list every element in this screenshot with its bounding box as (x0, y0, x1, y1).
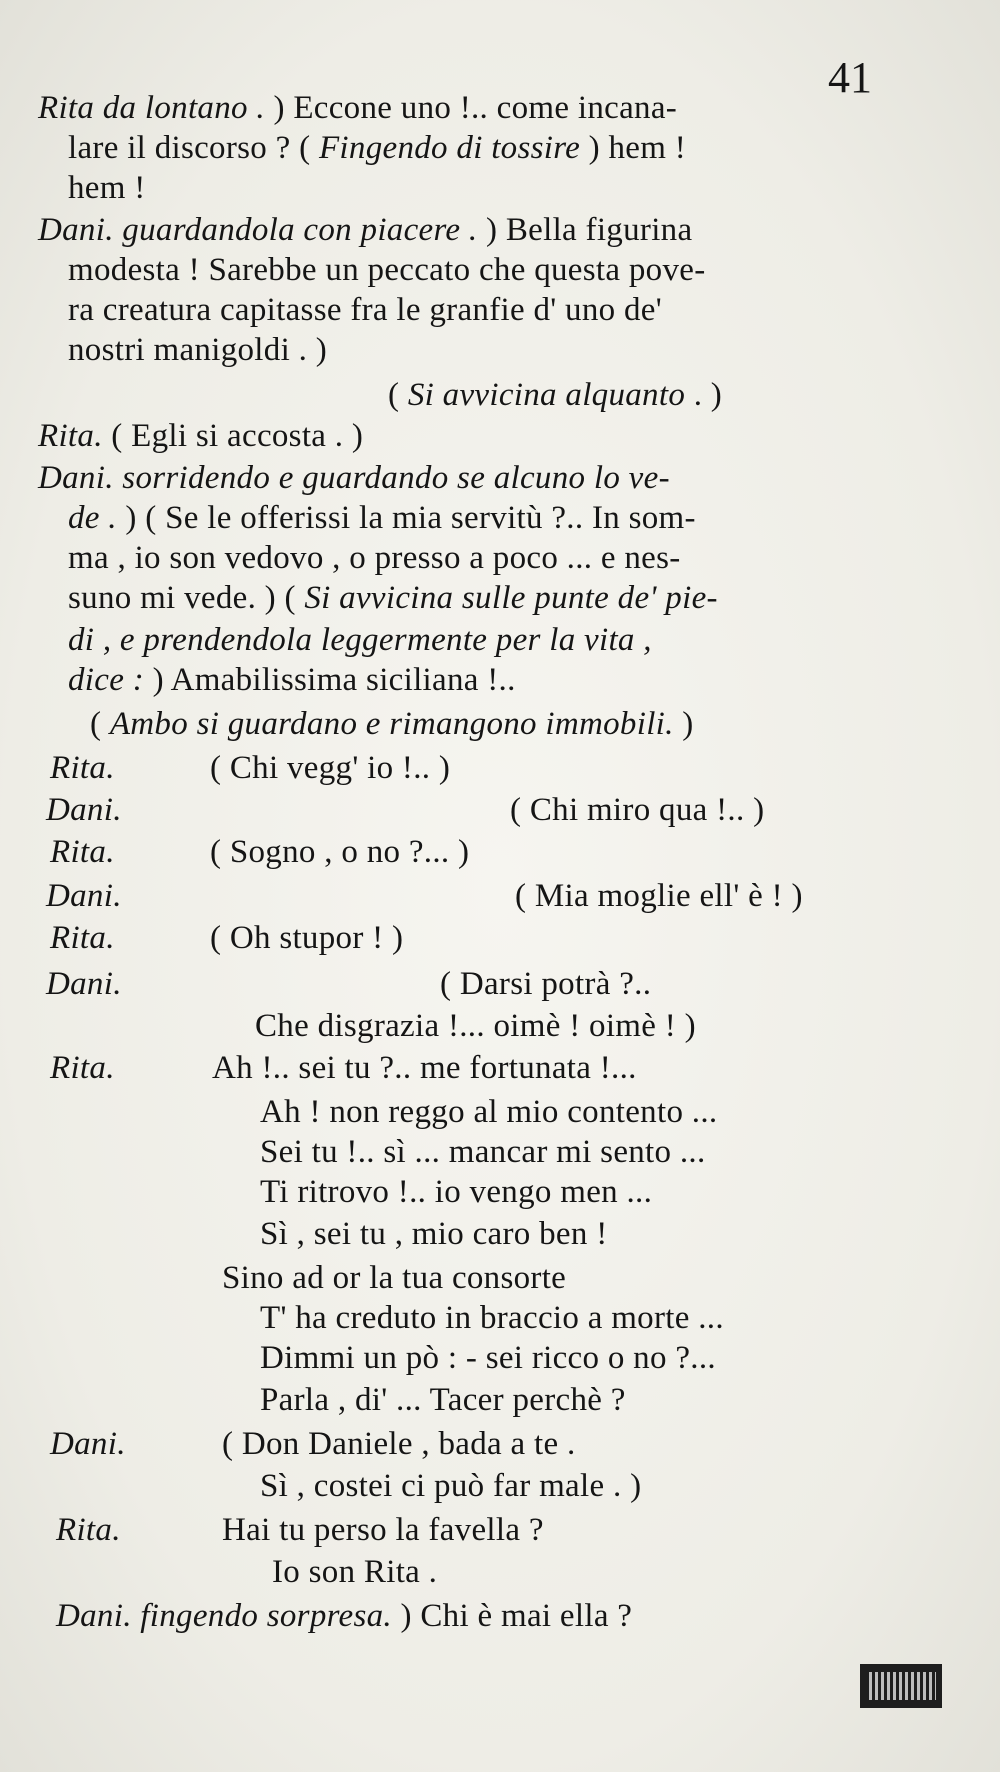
italic-text: Fingendo di tossire (318, 130, 581, 166)
text-line (260, 1466, 641, 1506)
text-line (260, 1380, 626, 1420)
text-line (210, 918, 403, 958)
italic-text: Dani. (46, 792, 122, 828)
italic-text: Rita. (50, 834, 115, 870)
italic-text: dice : (68, 662, 153, 698)
roman-text: T' ha creduto in braccio a morte ... (260, 1300, 724, 1336)
italic-text: de . (68, 500, 126, 536)
text-line (38, 458, 670, 498)
text-line (222, 1424, 576, 1464)
text-line (210, 832, 469, 872)
text-line (68, 578, 718, 618)
italic-text: Rita. (50, 750, 115, 786)
text-line (260, 1214, 608, 1254)
italic-text: Rita da lontano . (38, 90, 274, 126)
text-line (38, 416, 363, 456)
roman-text: ( Darsi potrà ?.. (440, 966, 652, 1002)
roman-text: Ah !.. sei tu ?.. me fortunata !... (212, 1050, 637, 1086)
italic-text: Dani. fingendo sorpresa. (56, 1598, 401, 1634)
text-line (388, 375, 722, 415)
roman-text: ( Chi miro qua !.. ) (510, 792, 765, 828)
italic-text: di , e prendendola leggermente per la vita , (68, 622, 652, 658)
text-line (212, 1048, 637, 1088)
roman-text: Hai tu perso la favella ? (222, 1512, 544, 1548)
text-line (255, 1006, 696, 1046)
italic-text: Ambo si guardano e rimangono immobili. (109, 706, 674, 742)
text-line (510, 790, 764, 830)
text-line (56, 1510, 121, 1550)
text-line (46, 876, 122, 916)
text-line (68, 330, 327, 370)
roman-text: Sì , sei tu , mio caro ben ! (260, 1216, 608, 1252)
roman-text: Parla , di' ... Tacer perchè ? (260, 1382, 626, 1418)
text-line (210, 748, 450, 788)
roman-text: Ti ritrovo !.. io vengo men ... (260, 1174, 653, 1210)
italic-text: Rita. (38, 418, 103, 454)
text-line (68, 290, 662, 330)
roman-text: ) Eccone uno !.. come incana- (273, 90, 678, 126)
text-line (222, 1510, 544, 1550)
italic-text: Dani. guardandola con piacere . (38, 212, 487, 248)
roman-text: ( (90, 706, 110, 742)
italic-text: Dani. sorridendo e guardando se alcuno lo ve- (38, 460, 670, 496)
text-line (50, 918, 115, 958)
roman-text: ) ( Se le offerissi la mia servitù ?.. In som- (125, 500, 696, 536)
roman-text: lare il discorso ? ( (68, 130, 319, 166)
roman-text: ) Amabilissima siciliana !.. (152, 662, 516, 698)
text-line (46, 790, 122, 830)
roman-text: modesta ! Sarebbe un peccato che questa pove- (68, 252, 706, 288)
italic-text: Dani. (46, 966, 122, 1002)
text-line (222, 1258, 566, 1298)
roman-text: ) Chi è mai ella ? (400, 1598, 633, 1634)
text-line (50, 1048, 115, 1088)
roman-text: Che disgrazia !... oimè ! oimè ! ) (255, 1008, 696, 1044)
text-line (56, 1596, 632, 1636)
text-line (260, 1298, 724, 1338)
italic-text: Rita. (50, 920, 115, 956)
text-line (515, 876, 803, 916)
italic-text: Rita. (50, 1050, 115, 1086)
text-line (68, 498, 696, 538)
roman-text: ma , io son vedovo , o presso a poco ... e nes- (68, 540, 681, 576)
roman-text: ( Oh stupor ! ) (210, 920, 404, 956)
text-line (68, 620, 652, 660)
italic-text: Si avvicina alquanto (407, 377, 686, 413)
roman-text: ( (388, 377, 408, 413)
text-line (260, 1132, 706, 1172)
roman-text: nostri manigoldi . ) (68, 332, 327, 368)
italic-text: Dani. (46, 878, 122, 914)
roman-text: Sino ad or la tua consorte (222, 1260, 567, 1296)
text-line (68, 168, 146, 208)
italic-text: Rita. (56, 1512, 121, 1548)
italic-text: Dani. (50, 1426, 126, 1462)
text-line (50, 832, 115, 872)
roman-text: suno mi vede. ) ( (68, 580, 305, 616)
text-line (50, 748, 115, 788)
text-line (68, 250, 706, 290)
text-line (46, 964, 122, 1004)
roman-text: ) hem ! (580, 130, 687, 166)
text-line (68, 538, 681, 578)
page-number: 41 (828, 53, 872, 102)
roman-text: Dimmi un pò : - sei ricco o no ?... (260, 1340, 716, 1376)
text-line (440, 964, 651, 1004)
roman-text: Sì , costei ci può far male . ) (260, 1468, 642, 1504)
text-line (260, 1172, 652, 1212)
italic-text: Si avvicina sulle punte de' pie- (304, 580, 718, 616)
roman-text: ) (673, 706, 694, 742)
roman-text: ( Egli si accosta . ) (102, 418, 364, 454)
text-line (38, 210, 692, 250)
roman-text: hem ! (68, 170, 146, 206)
roman-text: ( Mia moglie ell' è ! ) (515, 878, 803, 914)
roman-text: ( Sogno , o no ?... ) (210, 834, 470, 870)
text-line (90, 704, 694, 744)
roman-text: ) Bella figurina (486, 212, 693, 248)
roman-text: ra creatura capitasse fra le granfie d' uno de' (68, 292, 663, 328)
text-line (260, 1092, 717, 1132)
roman-text: ( Don Daniele , bada a te . (222, 1426, 576, 1462)
roman-text: Ah ! non reggo al mio contento ... (260, 1094, 718, 1130)
text-line (38, 88, 677, 128)
text-line (68, 128, 686, 168)
roman-text: . ) (685, 377, 723, 413)
roman-text: Sei tu !.. sì ... mancar mi sento ... (260, 1134, 706, 1170)
text-line (50, 1424, 126, 1464)
roman-text: ( Chi vegg' io !.. ) (210, 750, 451, 786)
text-line (260, 1338, 716, 1378)
roman-text: Io son Rita . (272, 1554, 438, 1590)
text-line (272, 1552, 437, 1592)
text-line (68, 660, 516, 700)
printer-mark (860, 1664, 942, 1708)
